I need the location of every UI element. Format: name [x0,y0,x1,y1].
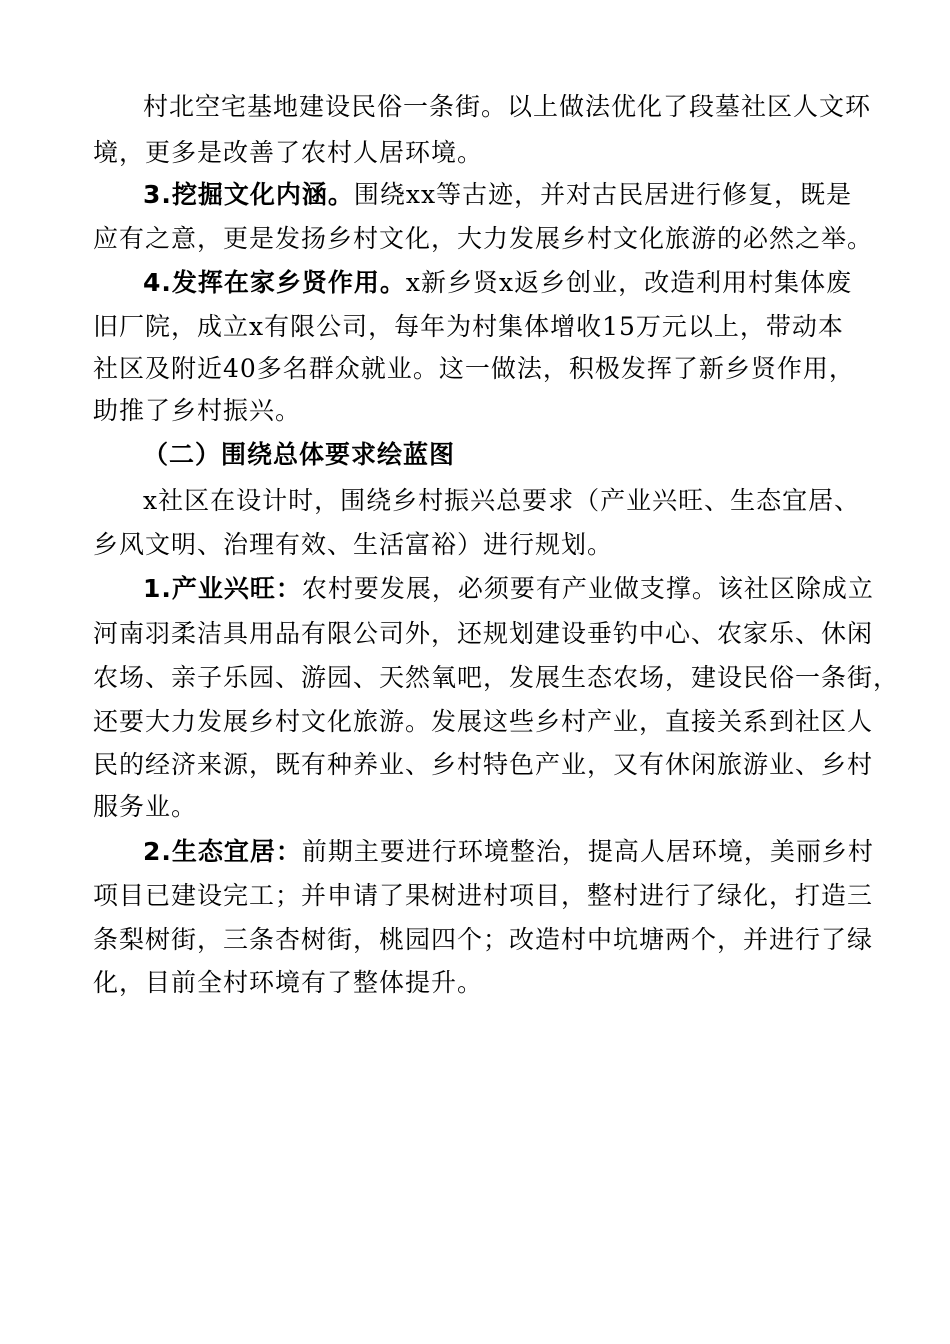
line-text: 项目已建设完工；并申请了果树进村项目，整村进行了绿化，打造三 [93,881,874,910]
line-text: 前期主要进行环境整治，提高人居环境，美丽乡村 [301,837,874,866]
line-text: 民的经济来源，既有种养业、乡村特色产业，又有休闲旅游业、乡村 [93,750,874,779]
line-text: 境，更多是改善了农村人居环境。 [93,138,484,167]
line-text: 乡风文明、治理有效、生活富裕）进行规划。 [93,530,614,559]
paragraph-line [93,966,483,1000]
paragraph-line [93,705,873,739]
paragraph-line [93,90,871,124]
line-text: 河南羽柔洁具用品有限公司外，还规划建设垂钓中心、农家乐、休闲 [93,619,874,648]
line-text: 旧厂院，成立x有限公司，每年为村集体增收15万元以上，带动本 [93,312,844,341]
line-text: 助推了乡村振兴。 [93,396,302,425]
line-text: 社区及附近40多名群众就业。这一做法，积极发挥了新乡贤作用， [93,354,855,383]
paragraph-line [143,572,874,606]
paragraph-line [93,222,873,256]
line-text: x新乡贤x返乡创业，改造利用村集体废 [405,268,853,297]
section-heading-text: （二）围绕总体要求绘蓝图 [143,440,456,469]
paragraph-line [93,923,873,957]
paragraph-line [93,394,301,428]
paragraph-line [93,528,613,562]
paragraph-line [93,748,873,782]
line-text: 应有之意，更是发扬乡村文化，大力发展乡村文化旅游的必然之举。 [93,224,874,253]
paragraph-line [143,484,860,518]
paragraph-line [143,266,852,300]
item-heading: 3.挖掘文化内涵。 [143,180,354,209]
line-text: 村北空宅基地建设民俗一条街。以上做法优化了段墓社区人文环 [143,92,872,121]
paragraph-line [143,178,852,212]
paragraph-line [93,136,483,170]
paragraph-line [143,835,874,869]
paragraph-line [93,352,855,386]
paragraph-line [93,310,844,344]
paragraph-line [93,661,899,695]
paragraph-line [93,617,873,651]
line-text: 服务业。 [93,792,198,821]
line-text: 围绕xx等古迹，并对古民居进行修复，既是 [353,180,853,209]
line-text: 条梨树街，三条杏树街，桃园四个；改造村中坑塘两个，并进行了绿 [93,925,874,954]
item-heading: 1.产业兴旺： [143,574,302,603]
section-heading [143,438,455,472]
line-text: x社区在设计时，围绕乡村振兴总要求（产业兴旺、生态宜居、 [143,486,861,515]
line-text: 农场、亲子乐园、游园、天然氧吧，发展生态农场，建设民俗一条街， [93,663,900,692]
line-text: 化，目前全村环境有了整体提升。 [93,968,484,997]
item-heading: 4.发挥在家乡贤作用。 [143,268,406,297]
line-text: 农村要发展，必须要有产业做支撑。该社区除成立 [301,574,874,603]
paragraph-line [93,879,873,913]
line-text: 还要大力发展乡村文化旅游。发展这些乡村产业，直接关系到社区人 [93,707,874,736]
item-heading: 2.生态宜居： [143,837,302,866]
paragraph-line [93,790,197,824]
